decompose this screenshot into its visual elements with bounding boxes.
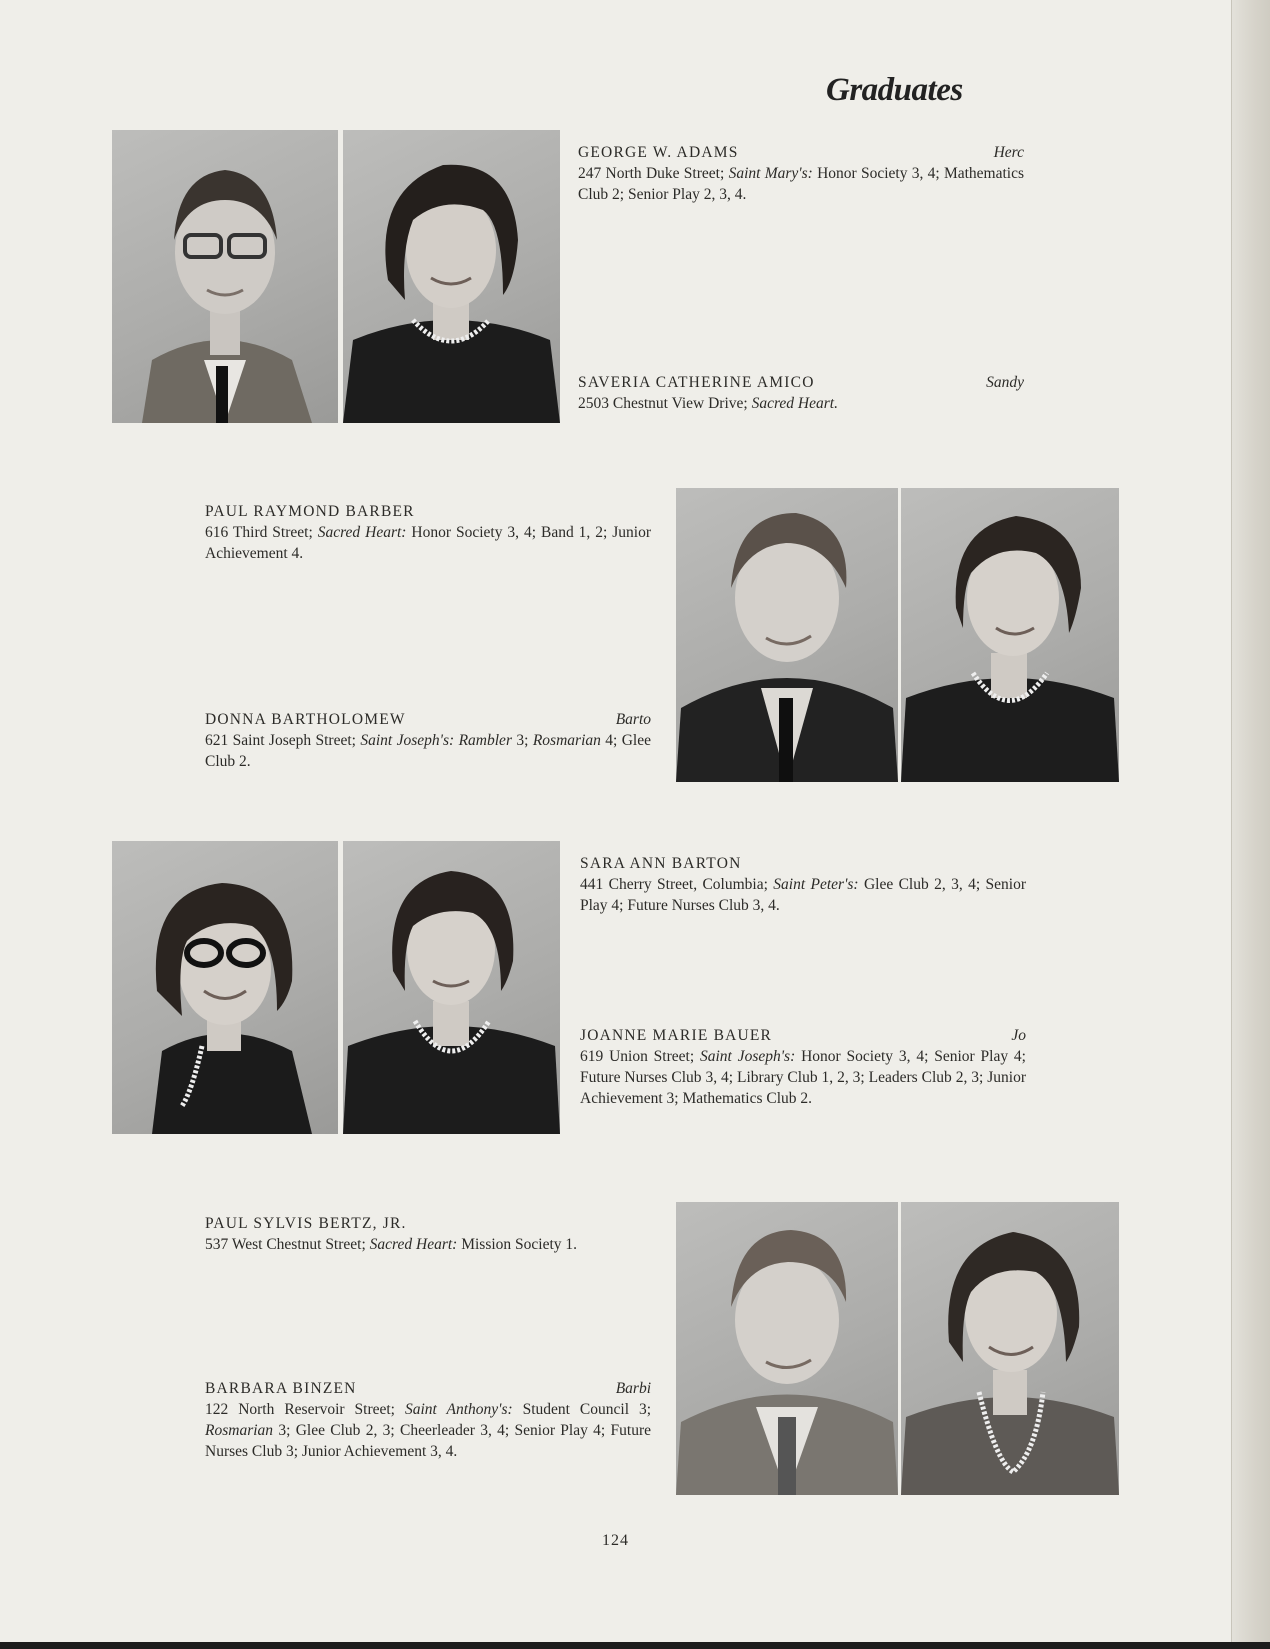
graduate-name: PAUL RAYMOND BARBER: [205, 503, 415, 520]
portrait-photo-bertz: [676, 1202, 898, 1495]
portrait-photo-barber: [676, 488, 898, 782]
graduate-school: Sacred Heart:: [317, 524, 407, 541]
graduate-activities: Mission Society 1.: [461, 1236, 578, 1253]
graduate-name: BARBARA BINZEN: [205, 1380, 357, 1397]
graduate-name: SAVERIA CATHERINE AMICO: [578, 374, 815, 391]
portrait-photo-amico: [343, 130, 560, 423]
graduate-name: SARA ANN BARTON: [580, 855, 742, 872]
graduate-school: Sacred Heart.: [751, 395, 838, 412]
graduate-activities: Student Council 3; Rosmarian 3; Glee Club 2, 3; Cheerleader 3, 4; Senior Play 4; Future Nurses Club 3; Junior Achievement 3, 4.: [205, 1401, 652, 1460]
graduate-name: JOANNE MARIE BAUER: [580, 1027, 773, 1044]
graduate-school: Saint Peter's:: [773, 876, 859, 893]
page-edge: [1231, 0, 1270, 1649]
graduate-nickname: Jo: [1011, 1027, 1026, 1044]
graduate-nickname: Barbi: [615, 1380, 651, 1397]
graduate-entry: [205, 1378, 651, 1462]
graduate-name: GEORGE W. ADAMS: [578, 144, 739, 161]
graduate-address: 122 North Reservoir Street;: [205, 1401, 395, 1418]
graduate-entry: [205, 1213, 651, 1255]
graduate-activities: Glee Club 2, 3, 4; Senior Play 4; Future Nurses Club 3, 4.: [580, 876, 1026, 914]
graduate-entry: [578, 142, 1024, 205]
graduate-address: 2503 Chestnut View Drive;: [578, 395, 748, 412]
graduate-entry: [578, 372, 1024, 414]
graduate-entry: [580, 1025, 1026, 1109]
graduate-entry: [580, 853, 1026, 916]
portrait-photo-bartholomew: [901, 488, 1119, 782]
portrait-photo-adams: [112, 130, 338, 423]
portrait-photo-binzen: [901, 1202, 1119, 1495]
graduate-name: DONNA BARTHOLOMEW: [205, 711, 406, 728]
graduate-nickname: Sandy: [986, 374, 1024, 391]
graduate-nickname: Herc: [993, 144, 1024, 161]
graduate-school: Saint Anthony's:: [404, 1401, 513, 1418]
graduate-nickname: Barto: [615, 711, 651, 728]
graduate-address: 537 West Chestnut Street;: [205, 1236, 366, 1253]
page-number: 124: [602, 1532, 629, 1549]
graduate-entry: [205, 501, 651, 564]
page-title: Graduates: [826, 72, 963, 108]
graduate-name: PAUL SYLVIS BERTZ, JR.: [205, 1215, 407, 1232]
graduate-school: Sacred Heart:: [369, 1236, 458, 1253]
graduate-activities: Honor Society 3, 4; Band 1, 2; Junior Achievement 4.: [205, 524, 651, 562]
graduate-address: 616 Third Street;: [205, 524, 313, 541]
graduate-address: 247 North Duke Street;: [578, 165, 725, 182]
scan-border: [0, 1642, 1270, 1649]
graduate-activities: Rambler 3; Rosmarian 4; Glee Club 2.: [205, 732, 652, 770]
portrait-photo-bauer: [343, 841, 560, 1134]
graduate-school: Saint Mary's:: [728, 165, 813, 182]
graduate-activities: Honor Society 3, 4; Mathematics Club 2; Senior Play 2, 3, 4.: [578, 165, 1025, 203]
graduate-school: Saint Joseph's:: [360, 732, 455, 749]
graduate-entry: [205, 709, 651, 772]
graduate-school: Saint Joseph's:: [699, 1048, 796, 1065]
graduate-address: 619 Union Street;: [580, 1048, 695, 1065]
graduate-activities: Honor Society 3, 4; Senior Play 4; Future Nurses Club 3, 4; Library Club 1, 2, 3; Leaders Club 2, 3; Junior Achievement 3; Mathematics Club 2.: [580, 1048, 1026, 1107]
graduate-address: 441 Cherry Street, Columbia;: [580, 876, 768, 893]
graduate-address: 621 Saint Joseph Street;: [205, 732, 356, 749]
portrait-photo-barton: [112, 841, 338, 1134]
